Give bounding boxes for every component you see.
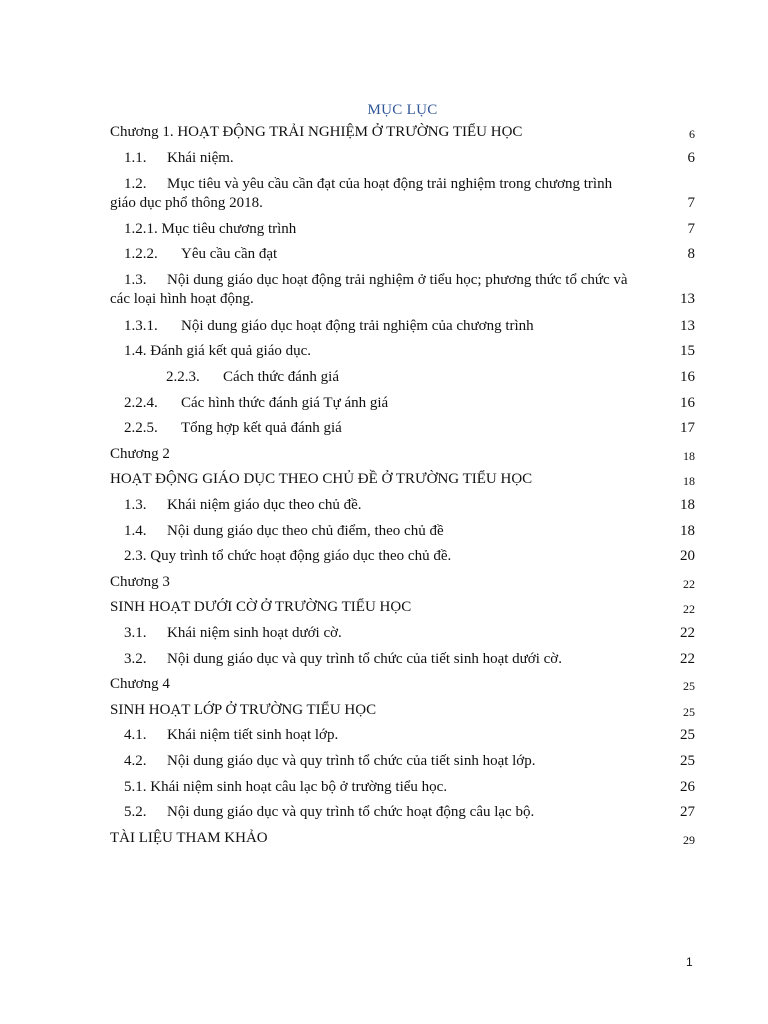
toc-entry-page: 7 [687,195,695,211]
toc-entry-page: 22 [680,625,695,641]
toc-entry[interactable] [110,394,695,413]
toc-entry-number: 2.2.3. [166,369,200,385]
toc-entry-text: Mục tiêu và yêu cầu cần đạt của hoạt động trải nghiệm trong chương trình [167,176,613,192]
toc-entry-text: Nội dung giáo dục hoạt động trải nghiệm của chương trình [181,318,534,334]
toc-entry-text: TÀI LIỆU THAM KHẢO [110,830,268,846]
toc-entry-text: SINH HOẠT DƯỚI CỜ Ở TRƯỜNG TIỂU HỌC [110,599,412,615]
toc-entry-number: 1.4. [124,523,147,539]
toc-entry[interactable] [110,496,695,515]
toc-entry-text: Chương 4 [110,676,170,692]
toc-entry-text: Nội dung giáo dục và quy trình tổ chức của tiết sinh hoạt lớp. [167,753,536,769]
toc-entry[interactable] [110,317,695,336]
toc-entry[interactable] [110,245,695,264]
toc-entry-text: Chương 1. HOẠT ĐỘNG TRẢI NGHIỆM Ở TRƯỜNG TIỂU HỌC [110,124,523,140]
toc-entry[interactable] [110,752,695,771]
toc-entry-page: 25 [683,705,695,719]
toc-entry-text: Khái niệm sinh hoạt dưới cờ. [167,625,342,641]
toc-entry[interactable] [110,598,695,617]
toc-entry[interactable] [110,573,695,592]
toc-entry[interactable] [110,445,695,464]
toc-entry[interactable] [110,342,695,361]
toc-entry-text: Chương 2 [110,446,170,462]
toc-entry[interactable] [110,726,695,745]
toc-entry-page: 6 [689,127,695,141]
toc-entry[interactable] [110,675,695,694]
toc-entry-number: 3.2. [124,651,147,667]
toc-entry-page: 22 [683,602,695,616]
toc-entry-text: Khái niệm. [167,150,234,166]
toc-entry-page: 17 [680,420,695,436]
toc-entry-text: 5.1. Khái niệm sinh hoạt câu lạc bộ ở trường tiểu học. [124,779,448,795]
toc-entry[interactable] [110,829,695,848]
toc-entry-page: 26 [680,779,695,795]
toc-entry-page: 15 [680,343,695,359]
toc-entry[interactable] [110,123,695,142]
toc-entry[interactable] [110,149,695,168]
toc-entry-text: Tổng hợp kết quả đánh giá [181,420,342,436]
toc-entry[interactable] [110,624,695,643]
toc-entry-text: Nội dung giáo dục và quy trình tổ chức hoạt động câu lạc bộ. [167,804,535,820]
toc-entry-number: 1.1. [124,150,147,166]
toc-entry[interactable] [110,701,695,720]
toc-entry[interactable] [110,470,695,489]
toc-entry-number: 1.2. [124,176,147,192]
toc-entry-text: 2.3. Quy trình tổ chức hoạt động giáo dục theo chủ đề. [124,548,452,564]
toc-entry-number: 1.3. [124,272,147,288]
toc-entry-number: 4.2. [124,753,147,769]
toc-entry-number: 1.3.1. [124,318,158,334]
toc-entry-number: 4.1. [124,727,147,743]
toc-entry-page: 18 [680,523,695,539]
toc-entry-page: 29 [683,833,695,847]
toc-entry-number: 2.2.5. [124,420,158,436]
toc-entry-page: 16 [680,369,695,385]
toc-entry[interactable] [110,175,695,213]
toc-entry-text: Các hình thức đánh giá Tự ánh giá [181,395,389,411]
toc-entry-page: 18 [680,497,695,513]
toc-entry-page: 25 [680,753,695,769]
toc-entry-page: 18 [683,474,695,488]
toc-entry-number: 1.3. [124,497,147,513]
toc-entry[interactable] [110,547,695,566]
toc-entry-text: Nội dung giáo dục và quy trình tổ chức của tiết sinh hoạt dưới cờ. [167,651,562,667]
toc-entry-page: 25 [683,679,695,693]
toc-entry-page: 20 [680,548,695,564]
toc-entry-page: 22 [680,651,695,667]
toc-entry-page: 22 [683,577,695,591]
toc-entry[interactable] [110,220,695,239]
toc-entry-number: 3.1. [124,625,147,641]
toc-entry-text-continued: các loại hình hoạt động. [110,291,254,307]
toc-entry-page: 8 [687,246,695,262]
toc-entry-text: Khái niệm giáo dục theo chủ đề. [167,497,362,513]
toc-entry[interactable] [110,271,695,309]
toc-entry-page: 27 [680,804,695,820]
toc-entry[interactable] [110,419,695,438]
toc-entry[interactable] [110,368,695,387]
toc-entry-page: 18 [683,449,695,463]
toc-entry[interactable] [110,650,695,669]
toc-entry-number: 2.2.4. [124,395,158,411]
toc-title: MỤC LỤC [367,102,438,118]
toc-entry[interactable] [110,778,695,797]
toc-entry-text: HOẠT ĐỘNG GIÁO DỤC THEO CHỦ ĐỀ Ở TRƯỜNG TIỂU HỌC [110,471,533,487]
toc-entry-page: 25 [680,727,695,743]
toc-entry-text: 1.2.1. Mục tiêu chương trình [124,221,297,237]
toc-entry[interactable] [110,803,695,822]
toc-entry-text: Nội dung giáo dục hoạt động trải nghiệm ở tiểu học; phương thức tổ chức và [167,272,628,288]
toc-entry-text: SINH HOẠT LỚP Ở TRƯỜNG TIỂU HỌC [110,702,377,718]
toc-entry-number: 5.2. [124,804,147,820]
toc-entry-page: 16 [680,395,695,411]
toc-entry-page: 6 [687,150,695,166]
toc-entry-page: 13 [680,291,695,307]
toc-entry-text: Khái niệm tiết sinh hoạt lớp. [167,727,339,743]
toc-entry-text: Chương 3 [110,574,170,590]
toc-entry-text: 1.4. Đánh giá kết quả giáo dục. [124,343,312,359]
footer-page-number: 1 [686,955,693,969]
toc-entry-text: Yêu cầu cần đạt [181,246,278,262]
toc-entry-page: 7 [687,221,695,237]
toc-entry-number: 1.2.2. [124,246,158,262]
toc-entry[interactable] [110,522,695,541]
toc-entry-text: Cách thức đánh giá [223,369,340,385]
toc-entry-page: 13 [680,318,695,334]
toc-entry-text-continued: giáo dục phổ thông 2018. [110,195,263,211]
toc-entry-text: Nội dung giáo dục theo chủ điểm, theo chủ đề [167,523,444,539]
